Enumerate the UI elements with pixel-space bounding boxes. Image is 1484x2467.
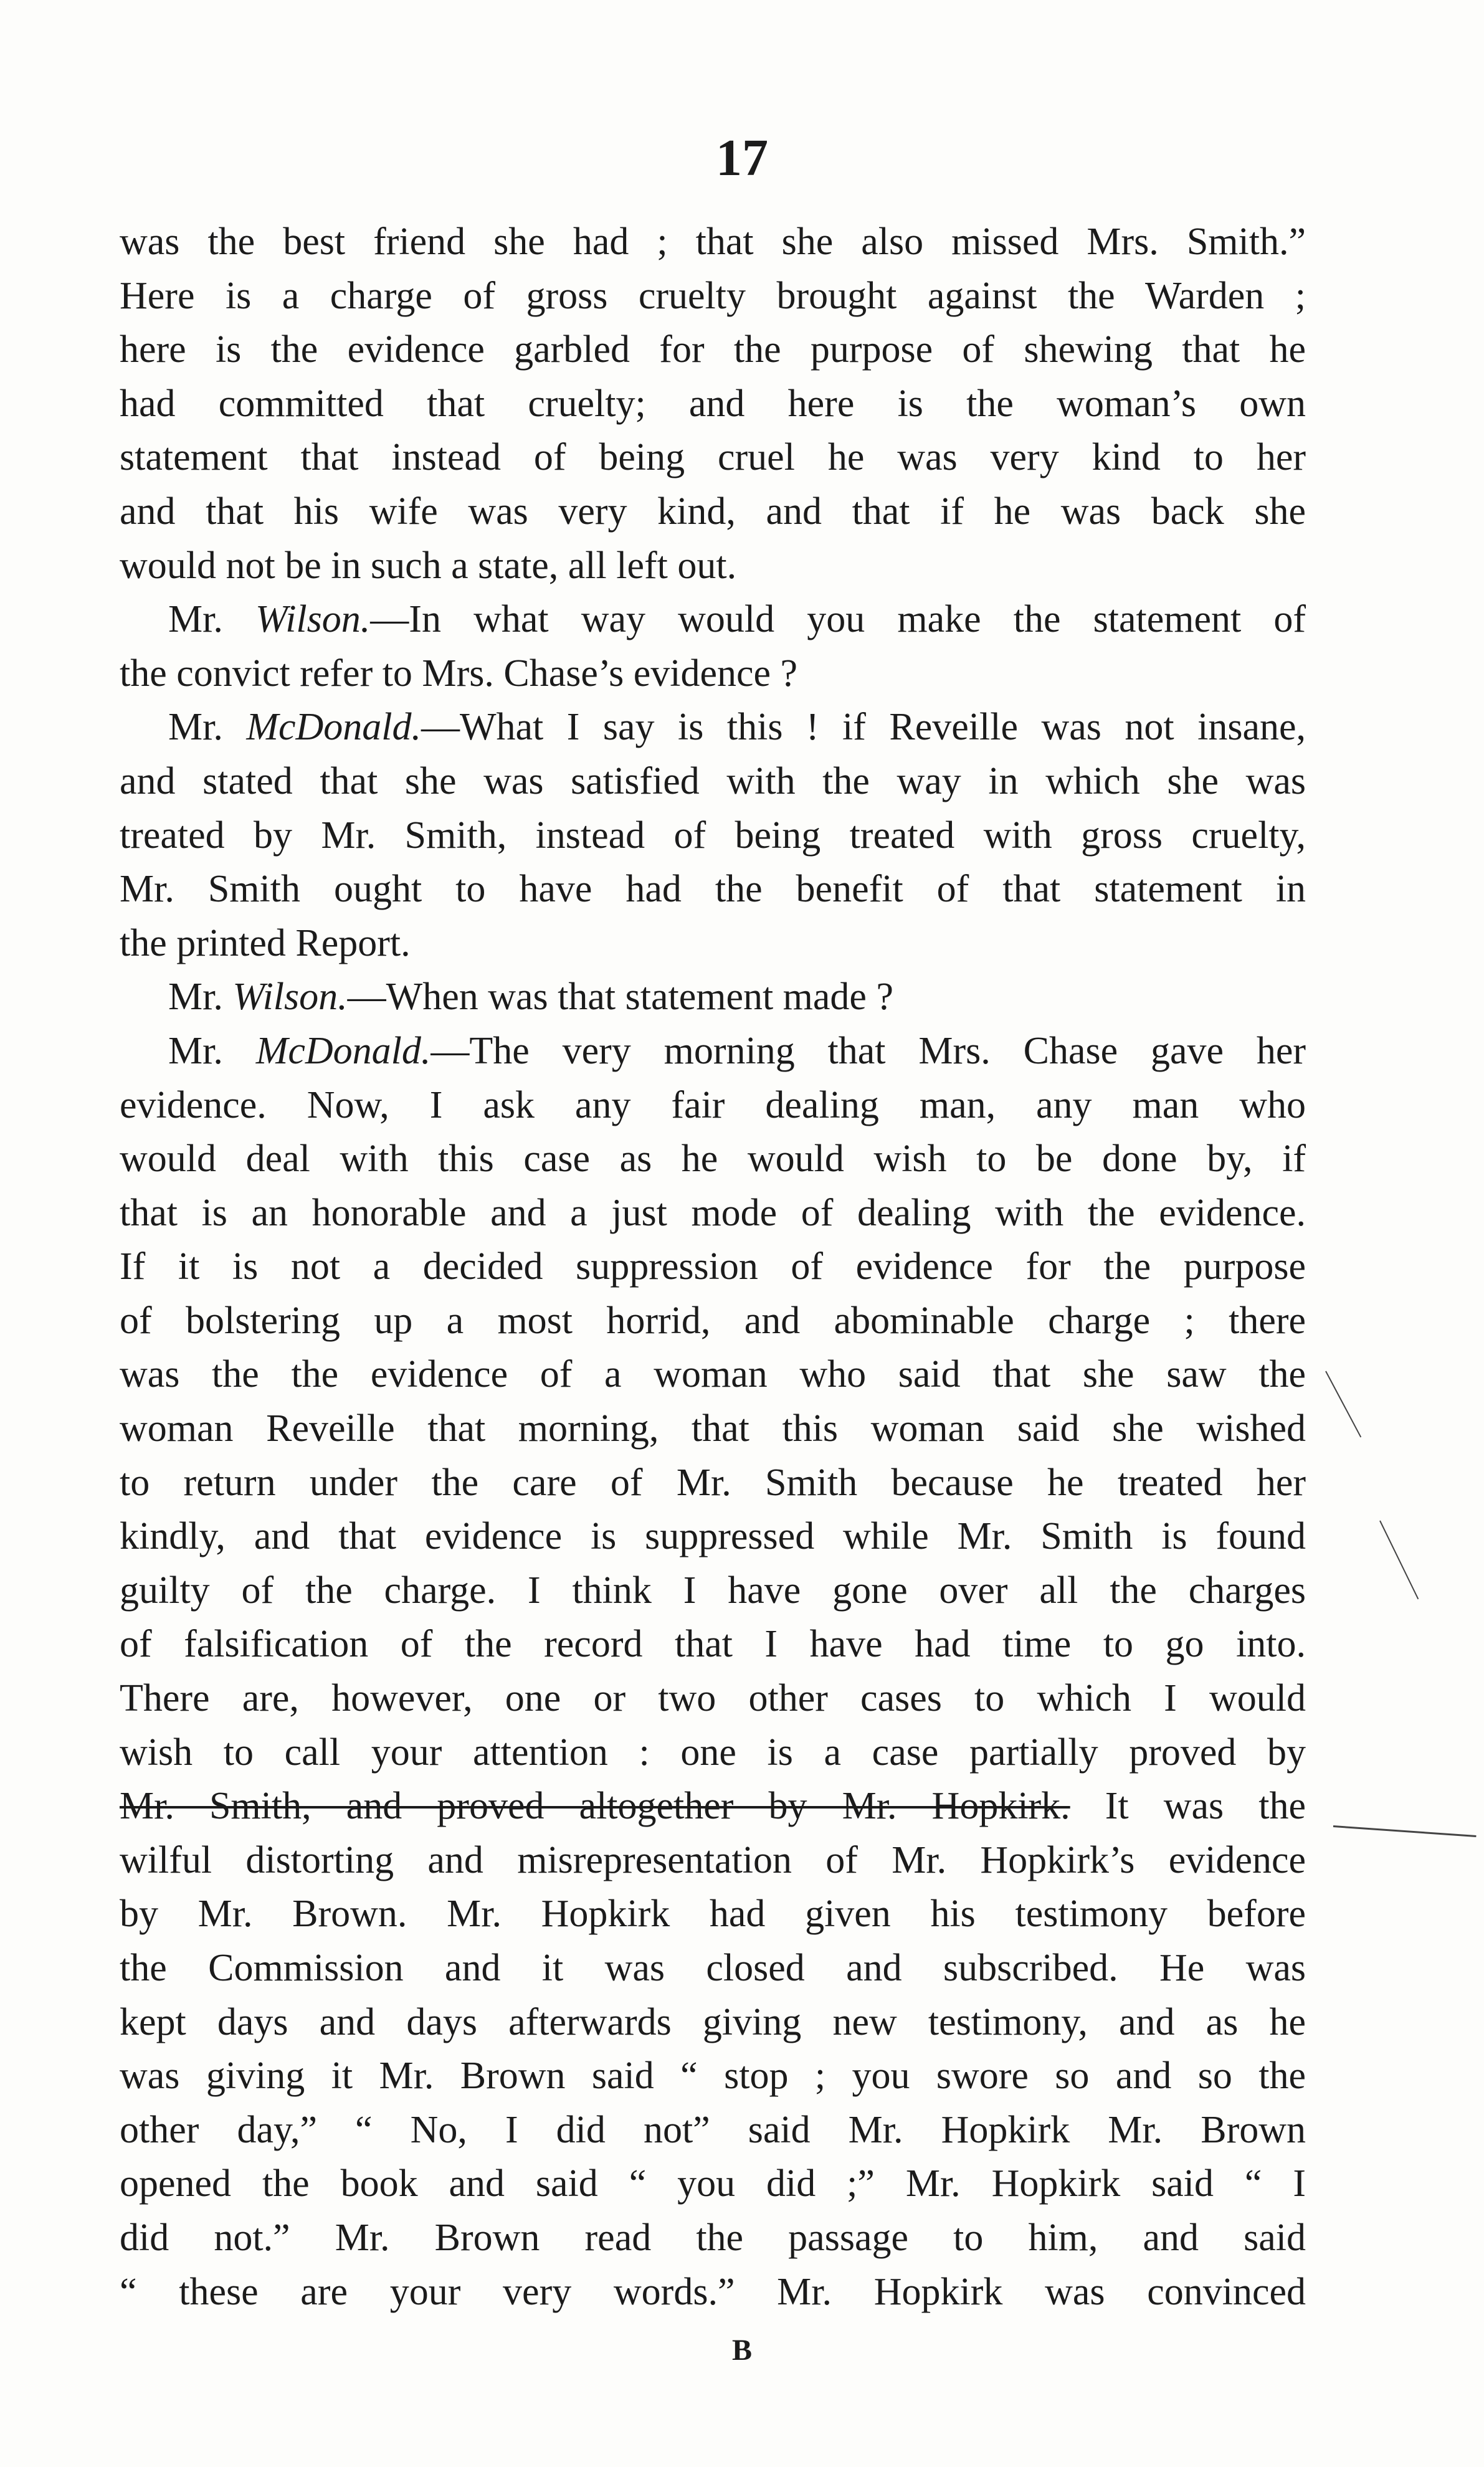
speaker-prefix: Mr. xyxy=(168,598,255,641)
line-text: and that his wife was very kind, and that if he was back she xyxy=(120,490,1306,533)
speaker-name: McDonald. xyxy=(255,1029,431,1072)
line-text: “ these are your very words.” Mr. Hopkirk was convinced xyxy=(120,2270,1306,2313)
text-line xyxy=(120,1348,1306,1402)
speaker-prefix: Mr. xyxy=(168,706,247,749)
speaker-prefix: Mr. xyxy=(168,1029,256,1072)
line-text: here is the evidence garbled for the purpose of shewing that he xyxy=(120,328,1306,371)
line-text: evidence. Now, I ask any fair dealing man, any man who xyxy=(120,1083,1306,1126)
text-line xyxy=(120,215,1306,269)
text-line xyxy=(120,1240,1306,1294)
text-line xyxy=(120,592,1306,647)
text-line xyxy=(120,809,1306,863)
line-text: was the the evidence of a woman who said that she saw the xyxy=(120,1353,1306,1396)
text-line xyxy=(120,430,1306,485)
text-line xyxy=(120,1726,1306,1780)
line-text: would not be in such a state, all left out. xyxy=(120,544,737,587)
line-text: —What I say is this ! if Reveille was not insane, xyxy=(421,706,1306,749)
text-line xyxy=(120,862,1306,916)
margin-pencil-stroke xyxy=(1325,1371,1361,1438)
line-text: statement that instead of being cruel he was very kind to her xyxy=(120,436,1306,479)
line-text: kept days and days afterwards giving new testimony, and as he xyxy=(120,2000,1306,2043)
margin-pencil-stroke xyxy=(1379,1521,1419,1600)
text-line xyxy=(120,1995,1306,2050)
struck-through-text: Mr. Smith, and proved altogether by Mr. Hopkirk. xyxy=(120,1785,1070,1828)
line-text: would deal with this case as he would wish to be done by, if xyxy=(120,1138,1306,1181)
line-text: was giving it Mr. Brown said “ stop ; you swore so and so the xyxy=(120,2055,1306,2098)
line-text: the Commission and it was closed and subscribed. He was xyxy=(120,1947,1306,1989)
line-text: If it is not a decided suppression of evidence for the purpose xyxy=(120,1245,1306,1288)
line-text: did not.” Mr. Brown read the passage to him, and said xyxy=(120,2216,1306,2259)
text-line xyxy=(120,647,1306,701)
text-line xyxy=(120,700,1306,754)
line-text: that is an honorable and a just mode of dealing with the evidence. xyxy=(120,1191,1306,1234)
text-line xyxy=(120,1132,1306,1186)
line-text: Mr. Smith ought to have had the benefit of that statement in xyxy=(120,868,1306,911)
text-line xyxy=(120,2103,1306,2157)
speaker-name: Wilson. xyxy=(255,598,371,641)
text-line xyxy=(120,377,1306,431)
speaker-prefix: Mr. xyxy=(168,976,233,1019)
text-line xyxy=(120,1294,1306,1348)
text-line xyxy=(120,916,1306,971)
text-line xyxy=(120,1024,1306,1078)
text-line xyxy=(120,1509,1306,1564)
line-text: of bolstering up a most horrid, and abominable charge ; there xyxy=(120,1299,1306,1342)
line-text: wish to call your attention : one is a case partially proved by xyxy=(120,1731,1306,1774)
line-text: —In what way would you make the statement of xyxy=(370,598,1306,641)
speaker-name: McDonald. xyxy=(246,706,422,749)
line-text: —When was that statement made ? xyxy=(347,976,893,1019)
text-line xyxy=(120,1671,1306,1726)
text-line xyxy=(120,2211,1306,2265)
line-text: There are, however, one or two other cases to which I would xyxy=(120,1677,1306,1720)
text-line xyxy=(120,1779,1306,1833)
page-number: 17 xyxy=(716,129,768,187)
line-text: the convict refer to Mrs. Chase’s evidence ? xyxy=(120,652,798,695)
body-text xyxy=(120,215,1306,2319)
line-text: was the best friend she had ; that she also missed Mrs. Smith.” xyxy=(120,221,1306,263)
line-text: other day,” “ No, I did not” said Mr. Hopkirk Mr. Brown xyxy=(120,2108,1306,2151)
line-text: guilty of the charge. I think I have gone over all the charges xyxy=(120,1569,1306,1612)
line-text: wilful distorting and misrepresentation of Mr. Hopkirk’s evidence xyxy=(120,1838,1306,1881)
line-text: the printed Report. xyxy=(120,921,411,964)
line-text: and stated that she was satisfied with the way in which she was xyxy=(120,759,1306,802)
line-text: treated by Mr. Smith, instead of being treated with gross cruelty, xyxy=(120,814,1306,857)
speaker-name: Wilson. xyxy=(232,976,348,1019)
line-text: opened the book and said “ you did ;” Mr. Hopkirk said “ I xyxy=(120,2162,1306,2205)
line-text: of falsification of the record that I have had time to go into. xyxy=(120,1623,1306,1666)
text-line xyxy=(120,539,1306,593)
text-line xyxy=(120,1078,1306,1133)
signature-mark: B xyxy=(731,2334,752,2367)
line-text: Here is a charge of gross cruelty brought against the Warden ; xyxy=(120,274,1306,317)
line-text: to return under the care of Mr. Smith because he treated her xyxy=(120,1461,1306,1504)
line-text: by Mr. Brown. Mr. Hopkirk had given his testimony before xyxy=(120,1893,1306,1936)
line-text: had committed that cruelty; and here is the woman’s own xyxy=(120,382,1306,425)
text-line xyxy=(120,2265,1306,2319)
text-line xyxy=(120,970,1306,1024)
margin-pencil-stroke xyxy=(1333,1825,1477,1837)
text-line xyxy=(120,1833,1306,1888)
text-line xyxy=(120,754,1306,809)
line-text: It was the xyxy=(1070,1785,1306,1828)
text-line xyxy=(120,1456,1306,1510)
line-text: —The very morning that Mrs. Chase gave her xyxy=(430,1029,1306,1072)
line-text: woman Reveille that morning, that this woman said she wished xyxy=(120,1407,1306,1450)
text-line xyxy=(120,485,1306,539)
line-text: kindly, and that evidence is suppressed while Mr. Smith is found xyxy=(120,1515,1306,1558)
text-line xyxy=(120,1564,1306,1618)
text-line xyxy=(120,269,1306,323)
text-line xyxy=(120,1617,1306,1671)
text-line xyxy=(120,1402,1306,1456)
text-line xyxy=(120,323,1306,377)
text-line xyxy=(120,2157,1306,2211)
text-line xyxy=(120,1186,1306,1240)
text-line xyxy=(120,2049,1306,2103)
text-line xyxy=(120,1941,1306,1995)
text-line xyxy=(120,1887,1306,1941)
